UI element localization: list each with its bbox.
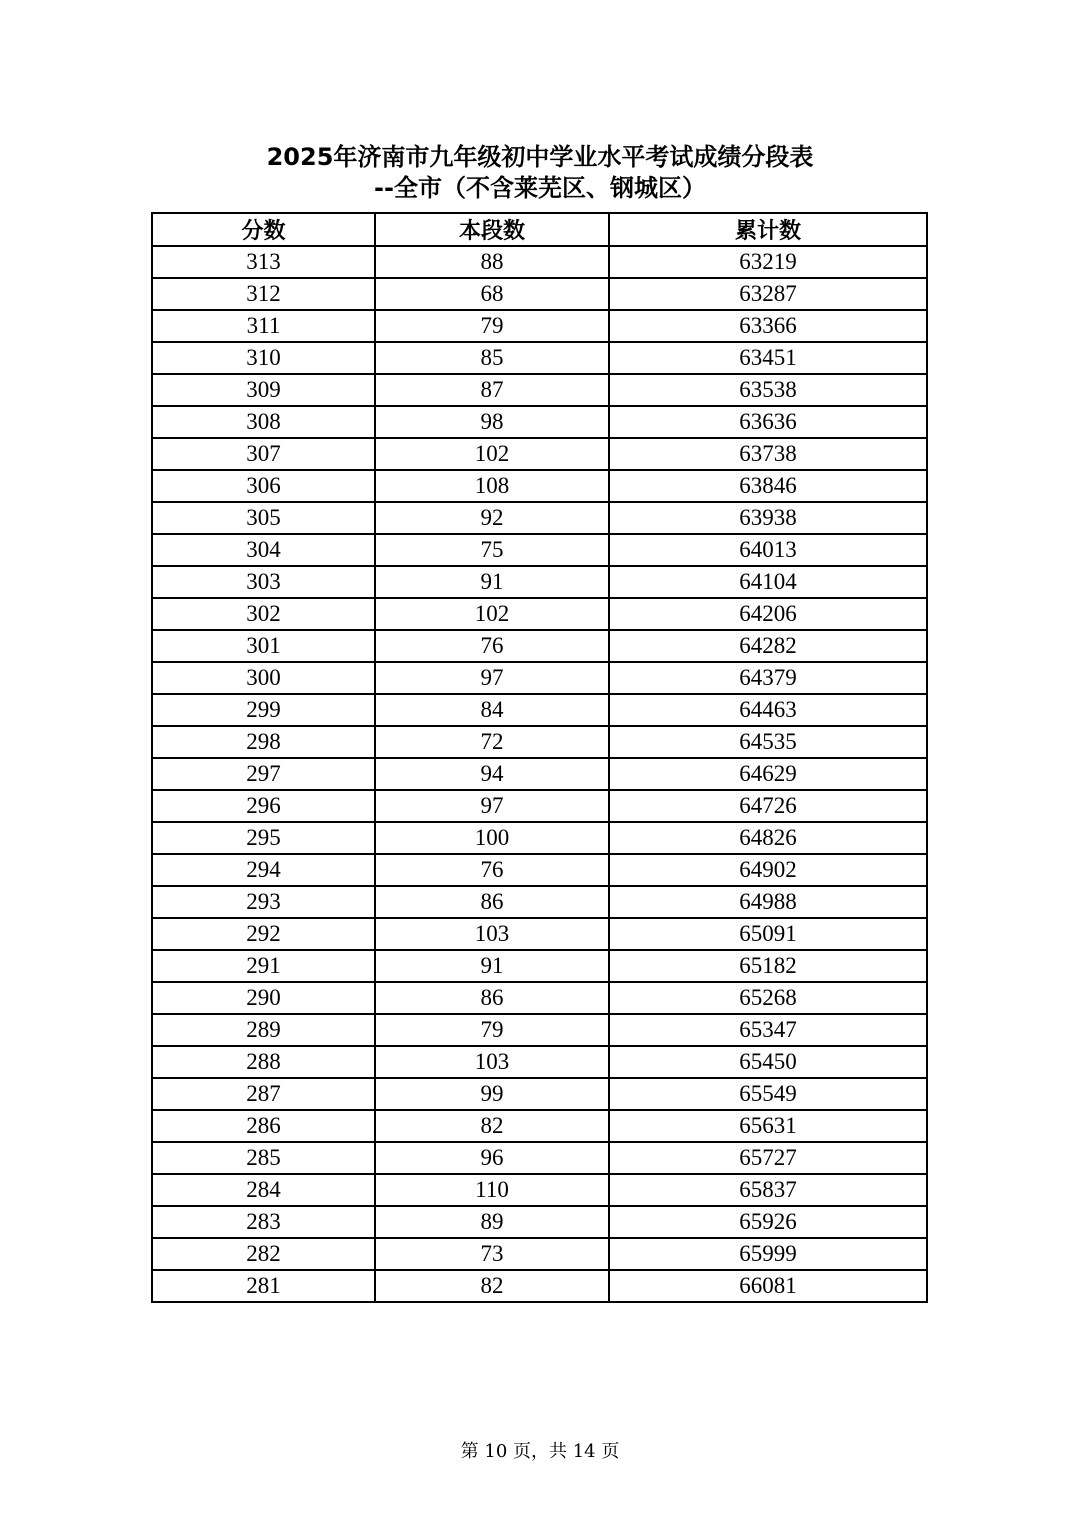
cell-score: 285 [152,1142,375,1174]
cell-cumulative-count: 65926 [609,1206,927,1238]
cell-segment-count: 79 [375,1014,609,1046]
cell-score: 297 [152,758,375,790]
cell-cumulative-count: 65268 [609,982,927,1014]
cell-score: 294 [152,854,375,886]
cell-cumulative-count: 65631 [609,1110,927,1142]
cell-cumulative-count: 63451 [609,342,927,374]
cell-score: 305 [152,502,375,534]
cell-segment-count: 68 [375,278,609,310]
cell-cumulative-count: 64463 [609,694,927,726]
cell-cumulative-count: 63738 [609,438,927,470]
cell-score: 282 [152,1238,375,1270]
table-row [152,1078,927,1110]
table-row [152,598,927,630]
cell-score: 308 [152,406,375,438]
cell-segment-count: 72 [375,726,609,758]
table-row [152,502,927,534]
cell-segment-count: 85 [375,342,609,374]
cell-score: 312 [152,278,375,310]
table-row [152,246,927,278]
cell-score: 291 [152,950,375,982]
cell-cumulative-count: 65091 [609,918,927,950]
cell-segment-count: 97 [375,662,609,694]
cell-score: 306 [152,470,375,502]
cell-segment-count: 96 [375,1142,609,1174]
cell-cumulative-count: 63219 [609,246,927,278]
table-row [152,694,927,726]
cell-score: 300 [152,662,375,694]
page-number: 第 10 页，共 14 页 [460,1441,620,1462]
table-row [152,950,927,982]
cell-cumulative-count: 64988 [609,886,927,918]
cell-cumulative-count: 64379 [609,662,927,694]
cell-cumulative-count: 64206 [609,598,927,630]
table-row [152,1014,927,1046]
cell-cumulative-count: 64826 [609,822,927,854]
cell-cumulative-count: 64902 [609,854,927,886]
cell-cumulative-count: 63636 [609,406,927,438]
cell-segment-count: 103 [375,1046,609,1078]
table-row [152,406,927,438]
cell-segment-count: 87 [375,374,609,406]
cell-segment-count: 76 [375,630,609,662]
table-row [152,822,927,854]
cell-score: 290 [152,982,375,1014]
cell-cumulative-count: 64535 [609,726,927,758]
cell-segment-count: 99 [375,1078,609,1110]
cell-score: 292 [152,918,375,950]
table-row [152,566,927,598]
cell-cumulative-count: 63366 [609,310,927,342]
cell-score: 309 [152,374,375,406]
cell-score: 295 [152,822,375,854]
cell-cumulative-count: 64629 [609,758,927,790]
cell-cumulative-count: 64013 [609,534,927,566]
cell-segment-count: 94 [375,758,609,790]
table-row [152,1110,927,1142]
cell-score: 298 [152,726,375,758]
cell-score: 304 [152,534,375,566]
table-row [152,886,927,918]
table-row [152,534,927,566]
cell-segment-count: 88 [375,246,609,278]
cell-segment-count: 102 [375,598,609,630]
cell-cumulative-count: 65999 [609,1238,927,1270]
cell-segment-count: 75 [375,534,609,566]
document-title: 2025年济南市九年级初中学业水平考试成绩分段表 [266,143,814,171]
table-body [152,246,927,1302]
table-row [152,1270,927,1302]
cell-cumulative-count: 64282 [609,630,927,662]
cell-segment-count: 102 [375,438,609,470]
table-row [152,310,927,342]
cell-cumulative-count: 65182 [609,950,927,982]
table-row [152,790,927,822]
cell-segment-count: 76 [375,854,609,886]
cell-score: 283 [152,1206,375,1238]
table-row [152,854,927,886]
cell-score: 303 [152,566,375,598]
table-row [152,1206,927,1238]
table-row [152,1046,927,1078]
table-row [152,630,927,662]
cell-cumulative-count: 63287 [609,278,927,310]
header-cumulative-count: 累计数 [609,213,927,246]
cell-segment-count: 82 [375,1270,609,1302]
cell-segment-count: 91 [375,950,609,982]
cell-score: 296 [152,790,375,822]
table-row [152,1174,927,1206]
cell-score: 293 [152,886,375,918]
table-row [152,662,927,694]
cell-segment-count: 86 [375,982,609,1014]
cell-score: 307 [152,438,375,470]
cell-score: 313 [152,246,375,278]
cell-cumulative-count: 65450 [609,1046,927,1078]
document-subtitle: --全市（不含莱芜区、钢城区） [374,174,706,202]
cell-segment-count: 89 [375,1206,609,1238]
cell-segment-count: 84 [375,694,609,726]
table-row [152,342,927,374]
cell-segment-count: 108 [375,470,609,502]
cell-segment-count: 100 [375,822,609,854]
cell-cumulative-count: 65347 [609,1014,927,1046]
cell-score: 284 [152,1174,375,1206]
table-row [152,918,927,950]
cell-segment-count: 73 [375,1238,609,1270]
cell-segment-count: 86 [375,886,609,918]
table-row [152,758,927,790]
cell-score: 302 [152,598,375,630]
cell-segment-count: 103 [375,918,609,950]
cell-segment-count: 97 [375,790,609,822]
cell-cumulative-count: 65837 [609,1174,927,1206]
cell-cumulative-count: 65549 [609,1078,927,1110]
cell-score: 311 [152,310,375,342]
header-score: 分数 [152,213,375,246]
cell-score: 288 [152,1046,375,1078]
cell-score: 301 [152,630,375,662]
cell-cumulative-count: 64726 [609,790,927,822]
cell-cumulative-count: 64104 [609,566,927,598]
cell-score: 287 [152,1078,375,1110]
cell-segment-count: 92 [375,502,609,534]
table-row [152,438,927,470]
cell-segment-count: 98 [375,406,609,438]
cell-segment-count: 79 [375,310,609,342]
score-distribution-table [151,212,928,1303]
cell-cumulative-count: 63938 [609,502,927,534]
cell-score: 281 [152,1270,375,1302]
cell-score: 310 [152,342,375,374]
cell-segment-count: 110 [375,1174,609,1206]
table-row [152,726,927,758]
table-row [152,470,927,502]
cell-segment-count: 82 [375,1110,609,1142]
cell-cumulative-count: 63538 [609,374,927,406]
table-row [152,374,927,406]
cell-cumulative-count: 63846 [609,470,927,502]
cell-score: 286 [152,1110,375,1142]
cell-cumulative-count: 66081 [609,1270,927,1302]
table-header-row [152,213,927,246]
header-segment-count: 本段数 [375,213,609,246]
table-row [152,1142,927,1174]
cell-cumulative-count: 65727 [609,1142,927,1174]
table-row [152,1238,927,1270]
table-row [152,982,927,1014]
cell-score: 289 [152,1014,375,1046]
cell-segment-count: 91 [375,566,609,598]
cell-score: 299 [152,694,375,726]
table-row [152,278,927,310]
